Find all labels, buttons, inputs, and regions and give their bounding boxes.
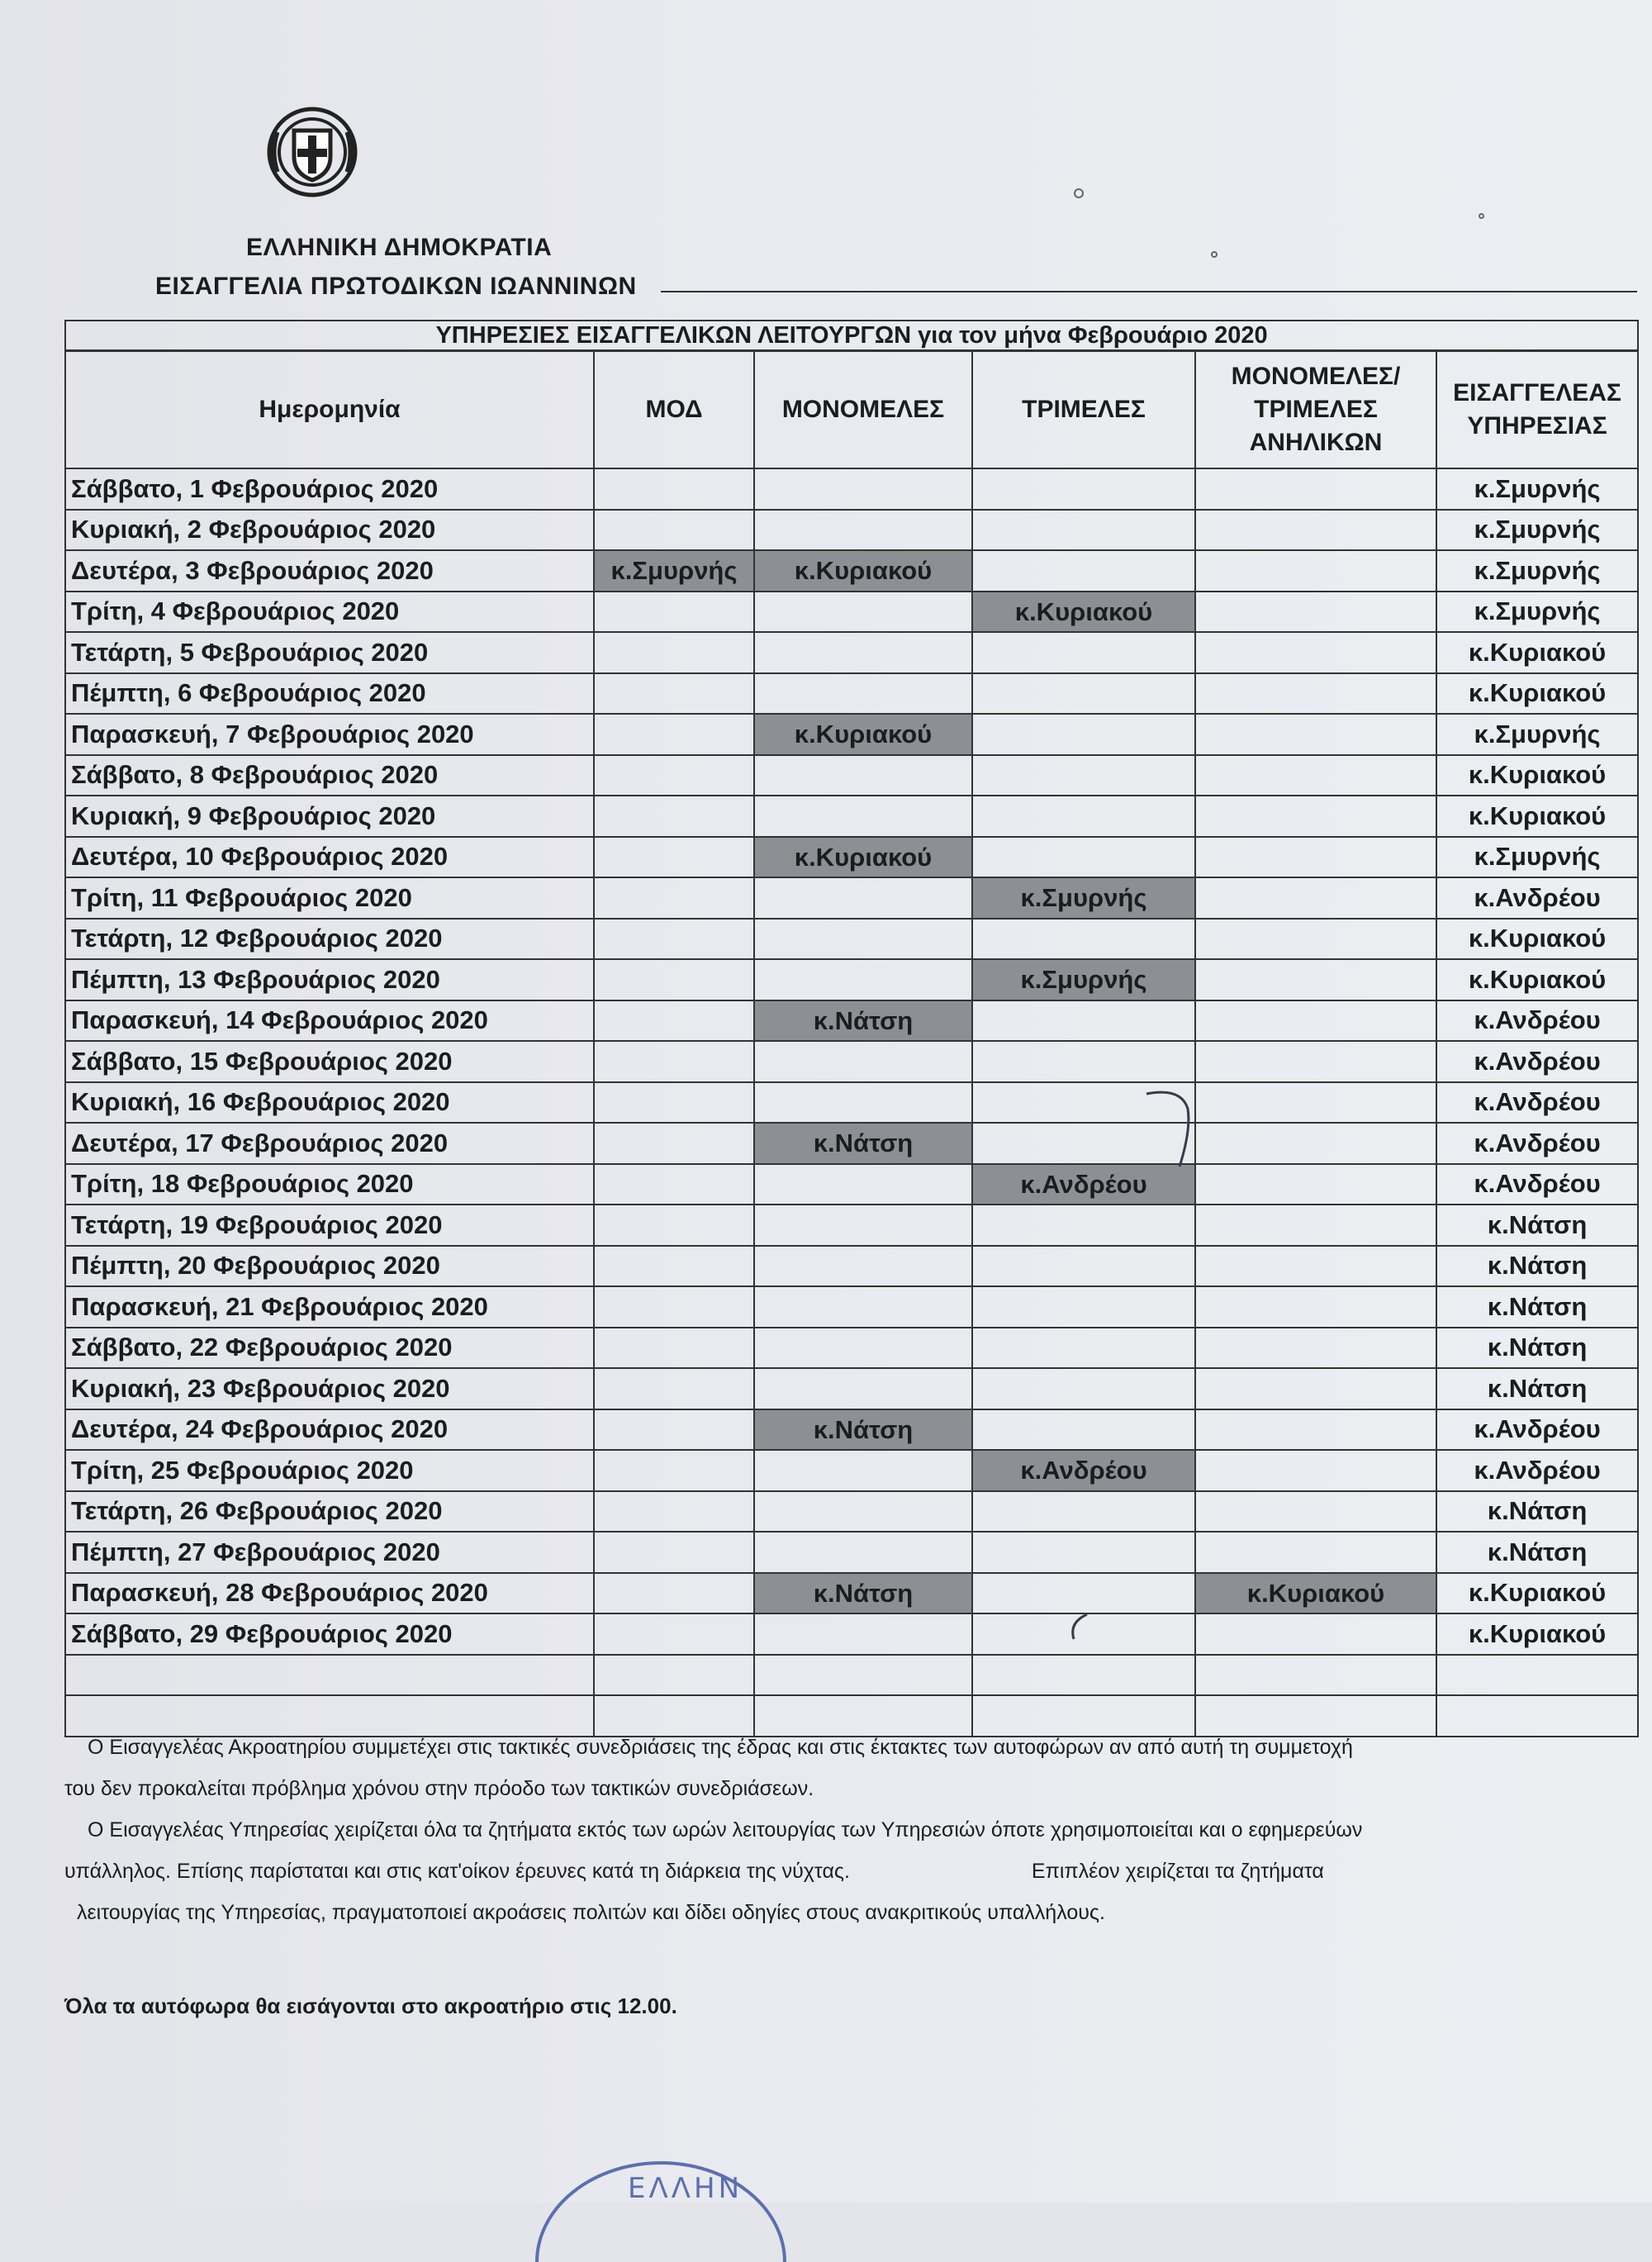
cell-anilikon xyxy=(1195,1613,1436,1655)
cell-anilikon xyxy=(1195,1286,1436,1328)
cell-anilikon xyxy=(1195,1123,1436,1164)
cell-mod xyxy=(594,1368,754,1409)
cell-mod xyxy=(594,714,754,755)
cell-anilikon xyxy=(1195,1205,1436,1246)
cell-trimeles xyxy=(972,1368,1195,1409)
cell-mod xyxy=(594,1613,754,1655)
cell-anilikon xyxy=(1195,1450,1436,1491)
cell-anilikon xyxy=(1195,1409,1436,1451)
cell-duty: κ.Ανδρέου xyxy=(1436,877,1638,919)
cell-duty: κ.Κυριακού xyxy=(1436,796,1638,837)
cell-duty: κ.Νάτση xyxy=(1436,1532,1638,1573)
cell-anilikon xyxy=(1195,919,1436,960)
cell-mod xyxy=(594,919,754,960)
cell-anilikon xyxy=(1195,959,1436,1000)
cell-anilikon xyxy=(1195,1082,1436,1124)
cell-mod xyxy=(594,877,754,919)
cell-trimeles xyxy=(972,1450,1195,1491)
table-row xyxy=(65,877,1638,919)
cell-duty: κ.Κυριακού xyxy=(1436,673,1638,715)
pen-mark xyxy=(1140,1089,1198,1171)
cell-anilikon xyxy=(1195,1368,1436,1409)
cell-duty: κ.Σμυρνής xyxy=(1436,468,1638,510)
cell-anilikon xyxy=(1195,1000,1436,1042)
cell-duty: κ.Νάτση xyxy=(1436,1491,1638,1533)
cell-monomeles xyxy=(754,550,972,592)
cell-date: Σάββατο, 22 Φεβρουάριος 2020 xyxy=(65,1328,594,1369)
seal-text: ΕΛΛΗΝ xyxy=(628,2172,743,2205)
col-header-duty-line2: ΥΠΗΡΕΣΙΑΣ xyxy=(1467,412,1607,440)
cell-duty: κ.Κυριακού xyxy=(1436,755,1638,796)
cell-date: Τετάρτη, 12 Φεβρουάριος 2020 xyxy=(65,919,594,960)
table-row xyxy=(65,1655,1638,1696)
cell-monomeles xyxy=(754,877,972,919)
cell-duty: κ.Σμυρνής xyxy=(1436,714,1638,755)
table-row xyxy=(65,1368,1638,1409)
cell-mod xyxy=(594,510,754,551)
cell-anilikon xyxy=(1195,632,1436,673)
col-header-anilikon-line1: ΜΟΝΟΜΕΛΕΣ/ xyxy=(1231,363,1401,390)
table-row xyxy=(65,1532,1638,1573)
notes-section xyxy=(64,1727,1650,1933)
table-row xyxy=(65,1613,1638,1655)
assignment-highlight: κ.Κυριακού xyxy=(973,592,1194,632)
table-row xyxy=(65,1286,1638,1328)
cell-anilikon xyxy=(1195,1573,1436,1614)
cell-date: Παρασκευή, 14 Φεβρουάριος 2020 xyxy=(65,1000,594,1042)
table-row xyxy=(65,1450,1638,1491)
col-header-mod: ΜΟΔ xyxy=(594,351,754,469)
cell-date: Σάββατο, 29 Φεβρουάριος 2020 xyxy=(65,1613,594,1655)
table-row xyxy=(65,959,1638,1000)
cell-monomeles xyxy=(754,1246,972,1287)
table-row xyxy=(65,510,1638,551)
col-header-anilikon xyxy=(1195,351,1436,469)
cell-mod xyxy=(594,1573,754,1614)
cell-anilikon xyxy=(1195,1328,1436,1369)
table-row xyxy=(65,1328,1638,1369)
table-title: ΥΠΗΡΕΣΙΕΣ ΕΙΣΑΓΓΕΛΙΚΩΝ ΛΕΙΤΟΥΡΓΩΝ για τον μήνα Φεβρουάριο 2020 xyxy=(65,321,1638,351)
cell-date: Παρασκευή, 21 Φεβρουάριος 2020 xyxy=(65,1286,594,1328)
cell-trimeles xyxy=(972,837,1195,878)
cell-trimeles xyxy=(972,1205,1195,1246)
table-row xyxy=(65,1041,1638,1082)
pen-mark xyxy=(1062,1606,1104,1647)
header-rule xyxy=(661,291,1637,292)
cell-date: Δευτέρα, 3 Φεβρουάριος 2020 xyxy=(65,550,594,592)
header-office: ΕΙΣΑΓΓΕΛΙΑ ΠΡΩΤΟΔΙΚΩΝ ΙΩΑΝΝΙΝΩΝ xyxy=(155,273,637,300)
cell-anilikon xyxy=(1195,1246,1436,1287)
cell-mod xyxy=(594,1491,754,1533)
cell-duty: κ.Σμυρνής xyxy=(1436,592,1638,633)
cell-mod xyxy=(594,1246,754,1287)
assignment-highlight: κ.Νάτση xyxy=(755,1574,971,1613)
cell-monomeles xyxy=(754,1613,972,1655)
note-line-1: Ο Εισαγγελέας Ακροατηρίου συμμετέχει στις τακτικές συνεδριάσεις της έδρας και στις έκτακτες των αυτοφώρων αν από αυτή τη συμμετοχή xyxy=(88,1736,1353,1759)
cell-date: Παρασκευή, 28 Φεβρουάριος 2020 xyxy=(65,1573,594,1614)
cell-mod xyxy=(594,796,754,837)
table-row xyxy=(65,755,1638,796)
table-row xyxy=(65,1164,1638,1205)
cell-trimeles xyxy=(972,919,1195,960)
schedule-table xyxy=(64,320,1639,1737)
cell-anilikon xyxy=(1195,714,1436,755)
table-row xyxy=(65,1000,1638,1042)
table-row xyxy=(65,550,1638,592)
cell-duty: κ.Σμυρνής xyxy=(1436,510,1638,551)
cell-trimeles xyxy=(972,796,1195,837)
note-line-4-extra: Επιπλέον χειρίζεται τα ζητήματα xyxy=(1031,1860,1324,1883)
cell-date: Πέμπτη, 6 Φεβρουάριος 2020 xyxy=(65,673,594,715)
cell-duty: κ.Ανδρέου xyxy=(1436,1409,1638,1451)
cell-anilikon xyxy=(1195,1491,1436,1533)
assignment-highlight: κ.Ανδρέου xyxy=(973,1451,1194,1490)
cell-date: Παρασκευή, 7 Φεβρουάριος 2020 xyxy=(65,714,594,755)
cell-monomeles xyxy=(754,959,972,1000)
cell-anilikon xyxy=(1195,837,1436,878)
table-row xyxy=(65,468,1638,510)
cell-monomeles xyxy=(754,1205,972,1246)
cell-trimeles xyxy=(972,632,1195,673)
paper-speck xyxy=(1074,188,1084,198)
cell-mod xyxy=(594,959,754,1000)
cell-date: Δευτέρα, 17 Φεβρουάριος 2020 xyxy=(65,1123,594,1164)
table-row xyxy=(65,673,1638,715)
cell-duty: κ.Κυριακού xyxy=(1436,1573,1638,1614)
assignment-highlight: κ.Κυριακού xyxy=(755,838,971,877)
assignment-highlight: κ.Σμυρνής xyxy=(595,551,753,591)
cell-duty: κ.Κυριακού xyxy=(1436,1613,1638,1655)
cell-mod xyxy=(594,632,754,673)
col-header-anilikon-line2: ΤΡΙΜΕΛΕΣ xyxy=(1254,396,1378,423)
cell-monomeles xyxy=(754,755,972,796)
col-header-monomeles: ΜΟΝΟΜΕΛΕΣ xyxy=(754,351,972,469)
table-row xyxy=(65,837,1638,878)
cell-mod xyxy=(594,1082,754,1124)
cell-monomeles xyxy=(754,1000,972,1042)
cell-date: Πέμπτη, 27 Φεβρουάριος 2020 xyxy=(65,1532,594,1573)
assignment-highlight: κ.Σμυρνής xyxy=(973,960,1194,1000)
cell-anilikon xyxy=(1195,1164,1436,1205)
table-header-row xyxy=(65,351,1638,469)
cell-mod xyxy=(594,1286,754,1328)
official-stamp-seal xyxy=(529,2146,793,2262)
cell-monomeles xyxy=(754,1123,972,1164)
cell-date: Κυριακή, 2 Φεβρουάριος 2020 xyxy=(65,510,594,551)
cell-duty: κ.Σμυρνής xyxy=(1436,837,1638,878)
cell-duty xyxy=(1436,1655,1638,1696)
cell-date: Κυριακή, 16 Φεβρουάριος 2020 xyxy=(65,1082,594,1124)
cell-anilikon xyxy=(1195,1532,1436,1573)
cell-mod xyxy=(594,673,754,715)
cell-monomeles xyxy=(754,1286,972,1328)
col-header-anilikon-line3: ΑΝΗΛΙΚΩΝ xyxy=(1249,429,1383,456)
col-header-trimeles: ΤΡΙΜΕΛΕΣ xyxy=(972,351,1195,469)
table-row xyxy=(65,1246,1638,1287)
cell-monomeles xyxy=(754,1328,972,1369)
cell-trimeles xyxy=(972,714,1195,755)
note-line-5: λειτουργίας της Υπηρεσίας, πραγματοποιεί ακροάσεις πολιτών και δίδει οδηγίες στους ανακριτικούς υπαλλήλους. xyxy=(77,1901,1105,1924)
paper-speck xyxy=(1211,251,1218,258)
cell-mod xyxy=(594,1205,754,1246)
cell-anilikon xyxy=(1195,796,1436,837)
cell-date: Τρίτη, 25 Φεβρουάριος 2020 xyxy=(65,1450,594,1491)
table-row xyxy=(65,1082,1638,1124)
cell-duty: κ.Κυριακού xyxy=(1436,959,1638,1000)
assignment-highlight: κ.Νάτση xyxy=(755,1410,971,1450)
cell-mod xyxy=(594,1123,754,1164)
cell-mod xyxy=(594,468,754,510)
cell-anilikon xyxy=(1195,1655,1436,1696)
cell-anilikon xyxy=(1195,510,1436,551)
assignment-highlight: κ.Νάτση xyxy=(755,1001,971,1041)
schedule-rows xyxy=(65,468,1638,1737)
cell-date: Τετάρτη, 5 Φεβρουάριος 2020 xyxy=(65,632,594,673)
assignment-highlight: κ.Κυριακού xyxy=(755,715,971,754)
cell-duty: κ.Κυριακού xyxy=(1436,919,1638,960)
cell-monomeles xyxy=(754,468,972,510)
table-row xyxy=(65,714,1638,755)
cell-duty: κ.Νάτση xyxy=(1436,1328,1638,1369)
table-row xyxy=(65,1123,1638,1164)
cell-trimeles xyxy=(972,1041,1195,1082)
cell-trimeles xyxy=(972,1246,1195,1287)
cell-duty: κ.Ανδρέου xyxy=(1436,1123,1638,1164)
table-row xyxy=(65,796,1638,837)
cell-duty: κ.Νάτση xyxy=(1436,1205,1638,1246)
cell-monomeles xyxy=(754,1450,972,1491)
cell-duty: κ.Ανδρέου xyxy=(1436,1082,1638,1124)
cell-date: Τρίτη, 11 Φεβρουάριος 2020 xyxy=(65,877,594,919)
cell-trimeles xyxy=(972,959,1195,1000)
cell-mod xyxy=(594,1164,754,1205)
table-row xyxy=(65,632,1638,673)
cell-monomeles xyxy=(754,1491,972,1533)
cell-trimeles xyxy=(972,1491,1195,1533)
cell-trimeles xyxy=(972,673,1195,715)
cell-date: Σάββατο, 8 Φεβρουάριος 2020 xyxy=(65,755,594,796)
paper-speck xyxy=(1479,213,1484,219)
cell-date xyxy=(65,1655,594,1696)
cell-monomeles xyxy=(754,510,972,551)
assignment-highlight: κ.Κυριακού xyxy=(755,551,971,591)
cell-monomeles xyxy=(754,714,972,755)
cell-date: Τετάρτη, 19 Φεβρουάριος 2020 xyxy=(65,1205,594,1246)
cell-trimeles xyxy=(972,592,1195,633)
cell-monomeles xyxy=(754,837,972,878)
cell-trimeles xyxy=(972,1000,1195,1042)
cell-monomeles xyxy=(754,632,972,673)
cell-monomeles xyxy=(754,1409,972,1451)
table-title-row xyxy=(65,321,1638,351)
cell-trimeles xyxy=(972,877,1195,919)
cell-mod xyxy=(594,1409,754,1451)
final-note: Όλα τα αυτόφωρα θα εισάγονται στο ακροατήριο στις 12.00. xyxy=(64,1994,677,2018)
cell-anilikon xyxy=(1195,592,1436,633)
note-line-4-text: υπάλληλος. Επίσης παρίσταται και στις κατ'οίκον έρευνες κατά τη διάρκεια της νύχτας. xyxy=(64,1860,850,1883)
cell-monomeles xyxy=(754,1573,972,1614)
cell-trimeles xyxy=(972,1409,1195,1451)
cell-anilikon xyxy=(1195,673,1436,715)
header-republic: ΕΛΛΗΝΙΚΗ ΔΗΜΟΚΡΑΤΙΑ xyxy=(246,234,553,261)
cell-trimeles xyxy=(972,510,1195,551)
cell-date: Τετάρτη, 26 Φεβρουάριος 2020 xyxy=(65,1491,594,1533)
cell-duty: κ.Ανδρέου xyxy=(1436,1000,1638,1042)
cell-mod xyxy=(594,1450,754,1491)
cell-duty: κ.Ανδρέου xyxy=(1436,1450,1638,1491)
cell-mod xyxy=(594,837,754,878)
cell-duty: κ.Νάτση xyxy=(1436,1286,1638,1328)
cell-date: Τρίτη, 18 Φεβρουάριος 2020 xyxy=(65,1164,594,1205)
table-row xyxy=(65,919,1638,960)
cell-date: Κυριακή, 9 Φεβρουάριος 2020 xyxy=(65,796,594,837)
cell-date: Τρίτη, 4 Φεβρουάριος 2020 xyxy=(65,592,594,633)
cell-monomeles xyxy=(754,592,972,633)
note-line-4 xyxy=(64,1851,1650,1892)
cell-trimeles xyxy=(972,1532,1195,1573)
cell-date: Πέμπτη, 13 Φεβρουάριος 2020 xyxy=(65,959,594,1000)
note-line-2: του δεν προκαλείται πρόβλημα χρόνου στην πρόοδο των τακτικών συνεδριάσεων. xyxy=(64,1777,814,1800)
coat-of-arms-emblem xyxy=(266,106,358,198)
assignment-highlight: κ.Σμυρνής xyxy=(973,878,1194,918)
cell-duty: κ.Ανδρέου xyxy=(1436,1041,1638,1082)
cell-monomeles xyxy=(754,1532,972,1573)
col-header-duty-line1: ΕΙΣΑΓΓΕΛΕΑΣ xyxy=(1453,379,1621,406)
cell-monomeles xyxy=(754,919,972,960)
cell-mod xyxy=(594,1532,754,1573)
table-row xyxy=(65,1573,1638,1614)
col-header-date: Ημερομηνία xyxy=(65,351,594,469)
table-row xyxy=(65,592,1638,633)
cell-anilikon xyxy=(1195,550,1436,592)
cell-mod xyxy=(594,550,754,592)
col-header-duty xyxy=(1436,351,1638,469)
cell-trimeles xyxy=(972,1655,1195,1696)
cell-mod xyxy=(594,1655,754,1696)
cell-date: Κυριακή, 23 Φεβρουάριος 2020 xyxy=(65,1368,594,1409)
cell-date: Δευτέρα, 10 Φεβρουάριος 2020 xyxy=(65,837,594,878)
cell-anilikon xyxy=(1195,755,1436,796)
cell-anilikon xyxy=(1195,1041,1436,1082)
cell-monomeles xyxy=(754,1164,972,1205)
cell-duty: κ.Νάτση xyxy=(1436,1368,1638,1409)
assignment-highlight: κ.Νάτση xyxy=(755,1124,971,1163)
table-row xyxy=(65,1491,1638,1533)
cell-date: Σάββατο, 15 Φεβρουάριος 2020 xyxy=(65,1041,594,1082)
cell-trimeles xyxy=(972,468,1195,510)
cell-duty: κ.Ανδρέου xyxy=(1436,1164,1638,1205)
cell-monomeles xyxy=(754,796,972,837)
cell-trimeles xyxy=(972,1286,1195,1328)
cell-duty: κ.Σμυρνής xyxy=(1436,550,1638,592)
cell-date: Δευτέρα, 24 Φεβρουάριος 2020 xyxy=(65,1409,594,1451)
cell-mod xyxy=(594,755,754,796)
cell-monomeles xyxy=(754,1655,972,1696)
note-line-3: Ο Εισαγγελέας Υπηρεσίας χειρίζεται όλα τα ζητήματα εκτός των ωρών λειτουργίας των Υπηρεσιών όποτε χρησιμοποιείται και ο εφημερεύων xyxy=(88,1818,1363,1841)
cell-mod xyxy=(594,1041,754,1082)
cell-date: Σάββατο, 1 Φεβρουάριος 2020 xyxy=(65,468,594,510)
cell-trimeles xyxy=(972,1328,1195,1369)
assignment-highlight: κ.Ανδρέου xyxy=(973,1165,1194,1205)
cell-mod xyxy=(594,592,754,633)
assignment-highlight: κ.Κυριακού xyxy=(1196,1574,1436,1613)
cell-monomeles xyxy=(754,1368,972,1409)
cell-anilikon xyxy=(1195,877,1436,919)
cell-monomeles xyxy=(754,1082,972,1124)
cell-anilikon xyxy=(1195,468,1436,510)
cell-trimeles xyxy=(972,755,1195,796)
table-row xyxy=(65,1205,1638,1246)
cell-mod xyxy=(594,1000,754,1042)
cell-duty: κ.Κυριακού xyxy=(1436,632,1638,673)
cell-trimeles xyxy=(972,550,1195,592)
table-row xyxy=(65,1409,1638,1451)
cell-monomeles xyxy=(754,1041,972,1082)
cell-date: Πέμπτη, 20 Φεβρουάριος 2020 xyxy=(65,1246,594,1287)
cell-monomeles xyxy=(754,673,972,715)
cell-mod xyxy=(594,1328,754,1369)
cell-duty: κ.Νάτση xyxy=(1436,1246,1638,1287)
